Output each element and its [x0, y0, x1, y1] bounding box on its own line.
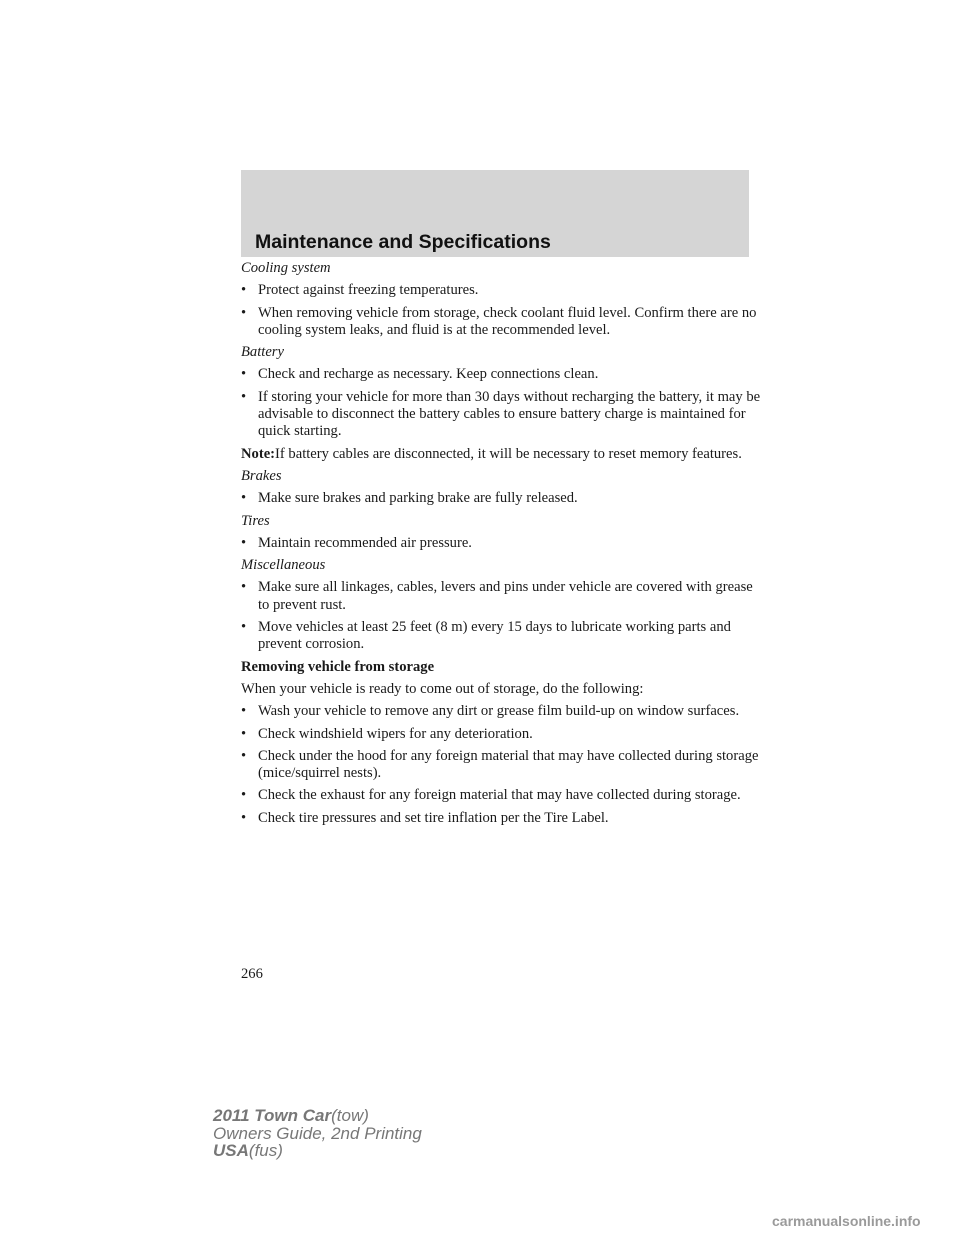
list-item: • Check tire pressures and set tire inflation per the Tire Label.: [241, 809, 609, 826]
bullet-icon: •: [241, 787, 247, 804]
footer-line-3: USA(fus): [213, 1141, 283, 1160]
list-item: • Check windshield wipers for any deterioration.: [241, 725, 533, 742]
list-item: • Make sure all linkages, cables, levers and pins under vehicle are covered with grease to prevent rust.: [241, 579, 753, 613]
list-item: • Move vehicles at least 25 feet (8 m) every 15 days to lubricate working parts and prevent corrosion.: [241, 619, 731, 653]
footer-line-1: 2011 Town Car(tow): [213, 1106, 369, 1125]
subheading-cooling-system: Cooling system: [241, 260, 331, 276]
list-item: • When removing vehicle from storage, check coolant fluid level. Confirm there are no cooling system leaks, and fluid is at the recommended level.: [241, 304, 757, 338]
bullet-icon: •: [241, 304, 247, 321]
subheading-brakes: Brakes: [241, 467, 282, 484]
list-item: • Wash your vehicle to remove any dirt or grease film build-up on window surfaces.: [241, 703, 740, 720]
bullet-icon: •: [241, 703, 247, 720]
bullet-icon: •: [241, 579, 247, 596]
subheading-battery: Battery: [241, 344, 284, 361]
note-label: Note:: [241, 445, 276, 462]
bullet-icon: •: [241, 747, 247, 764]
bullet-icon: •: [241, 725, 247, 742]
footer-line-2: Owners Guide, 2nd Printing: [213, 1123, 422, 1143]
removing-intro: When your vehicle is ready to come out of storage, do the following:: [241, 680, 644, 697]
bullet-icon: •: [241, 809, 247, 826]
bullet-icon: •: [241, 282, 247, 299]
list-item: • Check the exhaust for any foreign material that may have collected during storage.: [241, 787, 741, 804]
page-content: [241, 260, 761, 832]
bullet-icon: •: [241, 366, 247, 383]
note-paragraph: Note:If battery cables are disconnected, it will be necessary to reset memory features.: [241, 445, 742, 462]
bullet-icon: •: [241, 388, 247, 405]
page-number: 266: [241, 966, 263, 982]
list-item: • If storing your vehicle for more than 30 days without recharging the battery, it may be advisable to disconnect the battery cables to ensure battery charge is maintained for quick starting.: [241, 388, 761, 440]
heading-removing-from-storage: Removing vehicle from storage: [241, 658, 435, 675]
section-header-band: [241, 170, 749, 257]
document-footer: [213, 1107, 422, 1160]
bullet-icon: •: [241, 619, 247, 636]
list-item: • Protect against freezing temperatures.: [241, 282, 479, 299]
subheading-miscellaneous: Miscellaneous: [241, 557, 326, 574]
watermark: carmanualsonline.info: [772, 1213, 921, 1229]
list-item: • Make sure brakes and parking brake are fully released.: [241, 490, 578, 507]
section-title: Maintenance and Specifications: [255, 231, 551, 253]
subheading-tires: Tires: [241, 512, 270, 529]
bullet-icon: •: [241, 534, 247, 551]
list-item: • Check and recharge as necessary. Keep connections clean.: [241, 366, 599, 383]
bullet-icon: •: [241, 490, 247, 507]
list-item: • Maintain recommended air pressure.: [241, 534, 472, 551]
list-item: • Check under the hood for any foreign material that may have collected during storage (mice/squirrel nests).: [241, 747, 759, 782]
